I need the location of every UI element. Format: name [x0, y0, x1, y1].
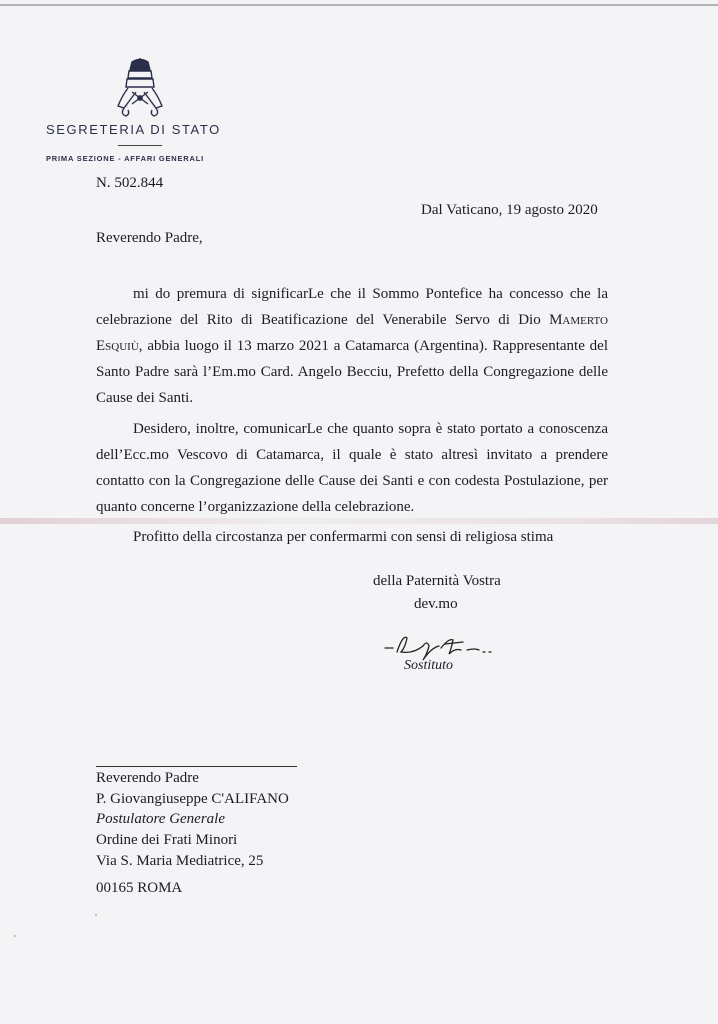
- scan-dust: [95, 914, 97, 916]
- addressee-line-3: Postulatore Generale: [96, 811, 226, 827]
- paragraph-2: Desidero, inoltre, comunicarLe che quanto sopra è stato portato a conoscenza dell’Ecc.mo Vescovo di Catamarca, il quale è stato altresì invitato a prendere contatto con la Congregazione delle Cause dei Santi e con codesta Postulazione, per quanto concerne l’organizzazione della celebrazione.: [96, 421, 608, 515]
- addressee-line-6: 00165 ROMA: [96, 880, 183, 896]
- signatory-role: Sostituto: [404, 658, 454, 673]
- paragraph-1: [96, 281, 608, 411]
- office-name: SEGRETERIA DI STATO: [46, 122, 221, 137]
- scan-dust: [14, 935, 16, 937]
- salutation: Reverendo Padre,: [96, 230, 203, 246]
- venerable-name-last: Esquiù: [96, 338, 139, 354]
- paragraph-1-text-a: mi do premura di significarLe che il Sommo Pontefice ha concesso che la celebrazione del Rito di Beatificazione del Venerabile Servo di Dio: [96, 286, 608, 328]
- venerable-name-first: Mamerto: [549, 312, 608, 328]
- addressee-divider: [96, 766, 297, 767]
- protocol-number: N. 502.844: [96, 175, 164, 191]
- addressee-line-1: Reverendo Padre: [96, 770, 199, 786]
- addressee-line-2: P. Giovangiuseppe C'ALIFANO: [96, 791, 289, 807]
- scan-top-edge: [0, 4, 718, 6]
- paragraph-1-text-c: , abbia luogo il 13 marzo 2021 a Catamarca (Argentina). Rappresentante del Santo Padre sarà l’Em.mo Card. Angelo Becciu, Prefetto della Congregazione delle Cause dei Santi.: [96, 338, 608, 406]
- date-line: Dal Vaticano, 19 agosto 2020: [421, 202, 598, 218]
- letterhead-divider: [118, 145, 162, 146]
- section-name: PRIMA SEZIONE - AFFARI GENERALI: [46, 154, 204, 163]
- addressee-line-4: Ordine dei Frati Minori: [96, 832, 238, 848]
- closing-line-2: dev.mo: [414, 596, 458, 612]
- closing-line-1: della Paternità Vostra: [373, 573, 501, 589]
- addressee-line-5: Via S. Maria Mediatrice, 25: [96, 853, 264, 869]
- scan-streak: [0, 518, 718, 524]
- papal-coat-of-arms-icon: [112, 58, 168, 118]
- paragraph-3: Profitto della circostanza per confermarmi con sensi di religiosa stima: [133, 529, 554, 545]
